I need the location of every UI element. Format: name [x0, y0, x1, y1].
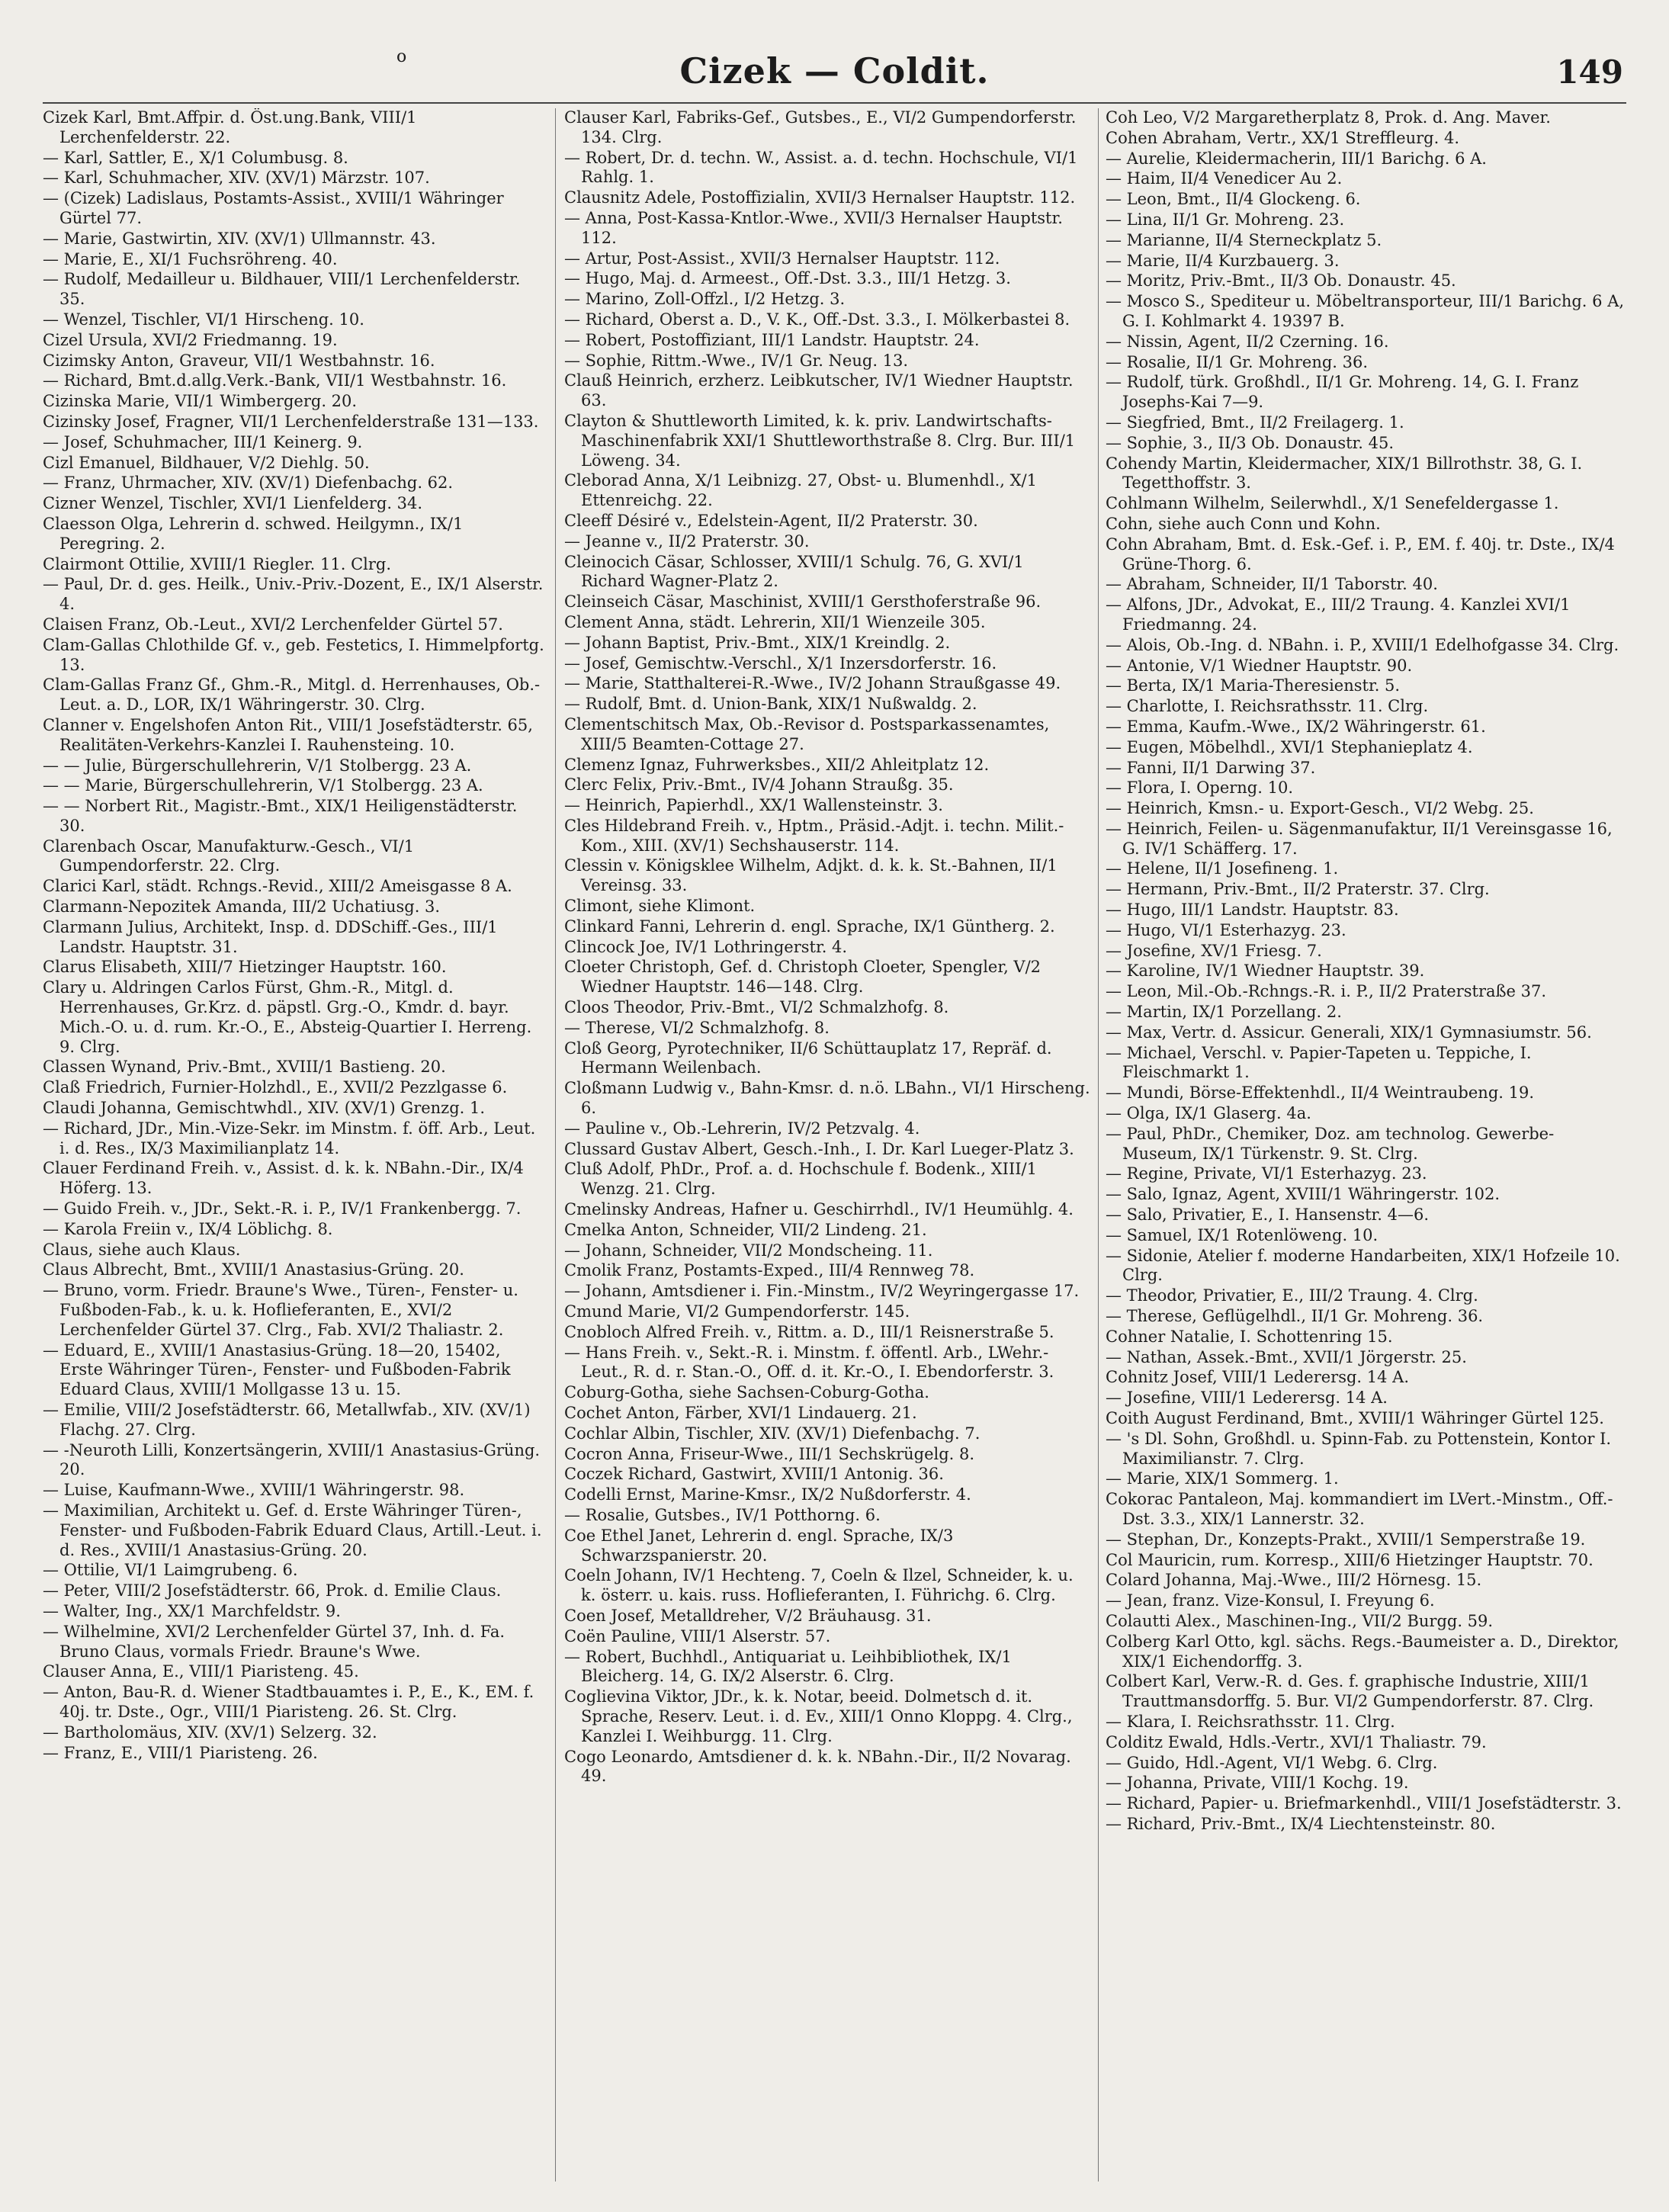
directory-entry: Cizinsky Josef, Fragner, VII/1 Lerchenfelderstraße 131—133. [43, 412, 539, 431]
directory-entry: — Johann, Amtsdiener i. Fin.-Minstm., IV/2 Weyringergasse 17. [564, 1282, 1080, 1301]
directory-entry: Clarici Karl, städt. Rchngs.-Revid., XIII/2 Ameisgasse 8 A. [43, 877, 512, 896]
directory-entry: Cohner Natalie, I. Schottenring 15. [1106, 1327, 1393, 1346]
directory-entry: — — Norbert Rit., Magistr.-Bmt., XIX/1 Heiligenstädterstr. 30. [43, 797, 518, 835]
page-number: 149 [1556, 53, 1623, 91]
directory-entry: Cizel Ursula, XVI/2 Friedmanng. 19. [43, 330, 338, 349]
directory-entry: Clerc Felix, Priv.-Bmt., IV/4 Johann Straußg. 35. [564, 775, 954, 795]
directory-entry: — Mundi, Börse-Effektenhdl., II/4 Weintraubeng. 19. [1106, 1084, 1535, 1103]
directory-entry: Clary u. Aldringen Carlos Fürst, Ghm.-R., Mitgl. d. Herrenhauses, Gr.Krz. d. päpstl. Grg.-O., Kmdr. d. bayr. Mich.-O. u. d. rum. Kr.-O., E., Absteig-Quartier I. Herreng. 9. Clrg. [43, 978, 532, 1056]
column-divider [555, 108, 556, 2182]
directory-entry: — Fanni, II/1 Darwing 37. [1106, 758, 1316, 777]
directory-entry: — Marino, Zoll-Offzl., I/2 Hetzg. 3. [564, 290, 846, 309]
directory-entry: Clincock Joe, IV/1 Lothringerstr. 4. [564, 937, 848, 956]
directory-entry: Coe Ethel Janet, Lehrerin d. engl. Sprache, IX/3 Schwarzspanierstr. 20. [564, 1526, 954, 1565]
directory-entry: Clam-Gallas Franz Gf., Ghm.-R., Mitgl. d. Herrenhauses, Ob.-Leut. a. D., LOR, IX/1 Währingerstr. 30. Clrg. [43, 676, 541, 714]
directory-entry: Clayton & Shuttleworth Limited, k. k. priv. Landwirtschafts-Maschinenfabrik XXI/1 Shuttleworthstraße 8. Clrg. Bur. III/1 Löweng. 34. [564, 411, 1076, 470]
directory-entry: — Paul, Dr. d. ges. Heilk., Univ.-Priv.-Dozent, E., IX/1 Alserstr. 4. [43, 575, 544, 614]
directory-entry: Clemenz Ignaz, Fuhrwerksbes., XII/2 Ahleitplatz 12. [564, 755, 990, 774]
directory-entry: — Nathan, Assek.-Bmt., XVII/1 Jörgerstr. 25. [1106, 1347, 1467, 1366]
directory-entry: — Marie, Statthalterei-R.-Wwe., IV/2 Johann Straußgasse 49. [564, 674, 1061, 693]
directory-entry: Coburg-Gotha, siehe Sachsen-Coburg-Gotha. [564, 1383, 929, 1402]
directory-entry: — Richard, Oberst a. D., V. K., Off.-Dst. 3.3., I. Mölkerbastei 8. [564, 310, 1070, 329]
directory-entry: — -Neuroth Lilli, Konzertsängerin, XVIII/1 Anastasius-Grüng. 20. [43, 1440, 541, 1479]
directory-entry: — Samuel, IX/1 Rotenlöweng. 10. [1106, 1225, 1379, 1244]
directory-entry: Cloß Georg, Pyrotechniker, II/6 Schüttauplatz 17, Repräf. d. Hermann Weilenbach. [564, 1039, 1052, 1077]
directory-entry: Cleinocich Cäsar, Schlosser, XVIII/1 Schulg. 76, G. XVI/1 Richard Wagner-Platz 2. [564, 552, 1024, 591]
directory-entry: Clauß Heinrich, erzherz. Leibkutscher, IV/1 Wiedner Hauptstr. 63. [564, 371, 1074, 410]
directory-entry: — Peter, VIII/2 Josefstädterstr. 66, Prok. d. Emilie Claus. [43, 1581, 502, 1600]
directory-entry: Clussard Gustav Albert, Gesch.-Inh., I. Dr. Karl Lueger-Platz 3. [564, 1139, 1074, 1158]
directory-entry: — (Cizek) Ladislaus, Postamts-Assist., XVIII/1 Währinger Gürtel 77. [43, 189, 504, 227]
directory-entry: — Michael, Verschl. v. Papier-Tapeten u. Teppiche, I. Fleischmarkt 1. [1106, 1043, 1532, 1082]
directory-entry: — Siegfried, Bmt., II/2 Freilagerg. 1. [1106, 413, 1404, 432]
directory-entry: — Klara, I. Reichsrathsstr. 11. Clrg. [1106, 1712, 1395, 1731]
directory-entry: Cleinseich Cäsar, Maschinist, XVIII/1 Gersthoferstraße 96. [564, 592, 1042, 612]
directory-entry: Climont, siehe Klimont. [564, 897, 756, 916]
directory-entry: Col Mauricin, rum. Korresp., XIII/6 Hietzinger Hauptstr. 70. [1106, 1550, 1594, 1569]
directory-entry: Coith August Ferdinand, Bmt., XVIII/1 Währinger Gürtel 125. [1106, 1409, 1604, 1427]
directory-entry: — Franz, E., VIII/1 Piaristeng. 26. [43, 1743, 318, 1762]
directory-entry: Coglievina Viktor, JDr., k. k. Notar, beeid. Dolmetsch d. it. Sprache, Reserv. Leut. i. d. Ev., XIII/1 Onno Kloppg. 4. Clrg., Kanzlei I. Weihburgg. 11. Clrg. [564, 1687, 1073, 1745]
directory-entry: Coczek Richard, Gastwirt, XVIII/1 Antonig. 36. [564, 1465, 944, 1484]
directory-entry: — Guido, Hdl.-Agent, VI/1 Webg. 6. Clrg. [1106, 1753, 1438, 1772]
directory-entry: Cohendy Martin, Kleidermacher, XIX/1 Billrothstr. 38, G. I. Tegetthoffstr. 3. [1106, 454, 1583, 493]
directory-entry: Cizinska Marie, VII/1 Wimbergerg. 20. [43, 392, 358, 411]
header-rule [43, 102, 1626, 104]
directory-entry: — Wenzel, Tischler, VI/1 Hirscheng. 10. [43, 310, 364, 329]
page-header [46, 47, 1623, 101]
directory-entry: Clinkard Fanni, Lehrerin d. engl. Sprache, IX/1 Güntherg. 2. [564, 917, 1055, 936]
directory-entry: — Johanna, Private, VIII/1 Kochg. 19. [1106, 1774, 1409, 1793]
directory-entry: — Pauline v., Ob.-Lehrerin, IV/2 Petzvalg. 4. [564, 1119, 920, 1138]
directory-entry: — Artur, Post-Assist., XVII/3 Hernalser Hauptstr. 112. [564, 249, 1000, 268]
column-2 [564, 108, 1090, 2182]
directory-entry: Clairmont Ottilie, XVIII/1 Riegler. 11. Clrg. [43, 554, 392, 573]
directory-entry: Claesson Olga, Lehrerin d. schwed. Heilgymn., IX/1 Peregring. 2. [43, 514, 464, 553]
directory-entry: Cles Hildebrand Freih. v., Hptm., Präsid.-Adjt. i. techn. Milit.-Kom., XIII. (XV/1) Sechshauserstr. 114. [564, 816, 1064, 855]
directory-entry: — Hugo, III/1 Landstr. Hauptstr. 83. [1106, 901, 1399, 920]
directory-entry: — Franz, Uhrmacher, XIV. (XV/1) Diefenbachg. 62. [43, 474, 454, 493]
directory-entry: — Heinrich, Papierhdl., XX/1 Wallensteinstr. 3. [564, 796, 943, 815]
directory-entry: Colberg Karl Otto, kgl. sächs. Regs.-Baumeister a. D., Direktor, XIX/1 Eichendorffg. 3. [1106, 1632, 1619, 1671]
directory-entry: Cizimsky Anton, Graveur, VII/1 Westbahnstr. 16. [43, 351, 435, 370]
directory-entry: Cizl Emanuel, Bildhauer, V/2 Diehlg. 50. [43, 453, 370, 472]
directory-entry: — Hermann, Priv.-Bmt., II/2 Praterstr. 37. Clrg. [1106, 880, 1490, 899]
directory-entry: Colard Johanna, Maj.-Wwe., III/2 Hörnesg. 15. [1106, 1571, 1482, 1590]
directory-entry: — Karl, Schuhmacher, XIV. (XV/1) Märzstr. 107. [43, 169, 430, 188]
directory-entry: — Alois, Ob.-Ing. d. NBahn. i. P., XVIII/1 Edelhofgasse 34. Clrg. [1106, 635, 1619, 654]
directory-entry: — Josefine, XV/1 Friesg. 7. [1106, 941, 1322, 960]
directory-entry: — Flora, I. Operng. 10. [1106, 779, 1294, 798]
directory-entry: — Berta, IX/1 Maria-Theresienstr. 5. [1106, 676, 1401, 695]
directory-entry: Clam-Gallas Chlothilde Gf. v., geb. Festetics, I. Himmelpfortg. 13. [43, 635, 544, 674]
directory-entry: Clauser Karl, Fabriks-Gef., Gutsbes., E., VI/2 Gumpendorferstr. 134. Clrg. [564, 108, 1077, 146]
directory-entry: Cohlmann Wilhelm, Seilerwhdl., X/1 Senefeldergasse 1. [1106, 494, 1559, 513]
directory-entry: — Johann Baptist, Priv.-Bmt., XIX/1 Kreindlg. 2. [564, 633, 951, 652]
directory-entry: — Emilie, VIII/2 Josefstädterstr. 66, Metallwfab., XIV. (XV/1) Flachg. 27. Clrg. [43, 1401, 531, 1439]
directory-entry: Colbert Karl, Verw.-R. d. Ges. f. graphische Industrie, XIII/1 Trauttmansdorffg. 5. Bur. VI/2 Gumpendorferstr. 87. Clrg. [1106, 1672, 1594, 1711]
directory-entry: — Leon, Mil.-Ob.-Rchngs.-R. i. P., II/2 Praterstraße 37. [1106, 982, 1547, 1001]
directory-entry: Codelli Ernst, Marine-Kmsr., IX/2 Nußdorferstr. 4. [564, 1485, 971, 1504]
directory-entry: — Leon, Bmt., II/4 Glockeng. 6. [1106, 190, 1361, 209]
directory-entry: — Eugen, Möbelhdl., XVI/1 Stephanieplatz 4. [1106, 737, 1473, 756]
directory-entry: — Luise, Kaufmann-Wwe., XVIII/1 Währingerstr. 98. [43, 1481, 465, 1500]
directory-entry: — Robert, Buchhdl., Antiquariat u. Leihbibliothek, IX/1 Bleicherg. 14, G. IX/2 Alserstr. 6. Clrg. [564, 1647, 1012, 1686]
directory-entry: Cohn Abraham, Bmt. d. Esk.-Gef. i. P., EM. f. 40j. tr. Dste., IX/4 Grüne-Thorg. 6. [1106, 535, 1615, 573]
directory-entry: — Abraham, Schneider, II/1 Taborstr. 40. [1106, 575, 1438, 594]
directory-entry: — Bartholomäus, XIV. (XV/1) Selzerg. 32. [43, 1722, 377, 1742]
directory-entry: — Jeanne v., II/2 Praterstr. 30. [564, 531, 810, 551]
directory-entry: — 's Dl. Sohn, Großhdl. u. Spinn-Fab. zu Pottenstein, Kontor I. Maximilianstr. 7. Clrg. [1106, 1429, 1612, 1468]
directory-entry: — Johann, Schneider, VII/2 Mondscheing. 11. [564, 1241, 933, 1260]
directory-entry: — Paul, PhDr., Chemiker, Doz. am technolog. Gewerbe-Museum, IX/1 Türkenstr. 9. St. Clrg. [1106, 1124, 1555, 1163]
directory-entry: — Sophie, Rittm.-Wwe., IV/1 Gr. Neug. 13. [564, 351, 909, 370]
directory-entry: — — Marie, Bürgerschullehrerin, V/1 Stolbergg. 23 A. [43, 776, 483, 795]
directory-entry: — Rudolf, Medailleur u. Bildhauer, VIII/1 Lerchenfelderstr. 35. [43, 270, 521, 309]
directory-entry: Cloßmann Ludwig v., Bahn-Kmsr. d. n.ö. LBahn., VI/1 Hirscheng. 6. [564, 1079, 1090, 1118]
directory-entry: — Rudolf, Bmt. d. Union-Bank, XIX/1 Nußwaldg. 2. [564, 695, 977, 714]
column-1 [43, 108, 547, 2182]
running-head: Cizek — Coldit. [679, 50, 990, 91]
directory-entry: Cmelka Anton, Schneider, VII/2 Lindeng. 21. [564, 1220, 927, 1239]
directory-entry: — Therese, VI/2 Schmalzhofg. 8. [564, 1018, 830, 1037]
directory-entry: — Josef, Gemischtw.-Verschl., X/1 Inzersdorferstr. 16. [564, 653, 997, 673]
directory-entry: Colditz Ewald, Hdls.-Vertr., XVI/1 Thaliastr. 79. [1106, 1732, 1487, 1751]
directory-entry: — Rosalie, Gutsbes., IV/1 Potthorng. 6. [564, 1505, 881, 1524]
directory-entry: Coeln Johann, IV/1 Hechteng. 7, Coeln & Ilzel, Schneider, k. u. k. österr. u. kais. russ. Hoflieferanten, I. Führichg. 6. Clrg. [564, 1566, 1074, 1605]
directory-entry: — Richard, Priv.-Bmt., IX/4 Liechtensteinstr. 80. [1106, 1814, 1496, 1833]
directory-entry: — Antonie, V/1 Wiedner Hauptstr. 90. [1106, 656, 1413, 675]
directory-entry: Cloos Theodor, Priv.-Bmt., VI/2 Schmalzhofg. 8. [564, 998, 949, 1017]
directory-entry: Clarmann-Nepozitek Amanda, III/2 Uchatiusg. 3. [43, 897, 441, 917]
printer-mark: o [396, 47, 407, 66]
directory-entry: — Regine, Private, VI/1 Esterhazyg. 23. [1106, 1164, 1427, 1183]
directory-entry: Clarenbach Oscar, Manufakturw.-Gesch., VI/1 Gumpendorferstr. 22. Clrg. [43, 836, 415, 875]
directory-entry: — Robert, Dr. d. techn. W., Assist. a. d. techn. Hochschule, VI/1 Rahlg. 1. [564, 148, 1078, 187]
directory-entry: — Richard, JDr., Min.-Vize-Sekr. im Minstm. f. öff. Arb., Leut. i. d. Res., IX/3 Maximilianplatz 14. [43, 1119, 536, 1157]
directory-entry: — Richard, Bmt.d.allg.Verk.-Bank, VII/1 Westbahnstr. 16. [43, 371, 507, 390]
columns [43, 108, 1626, 2182]
directory-entry: — Karoline, IV/1 Wiedner Hauptstr. 39. [1106, 962, 1425, 981]
column-divider [1098, 108, 1099, 2182]
directory-entry: Coh Leo, V/2 Margaretherplatz 8, Prok. d. Ang. Maver. [1106, 108, 1551, 127]
directory-entry: Cleborad Anna, X/1 Leibnizg. 27, Obst- u. Blumenhdl., X/1 Ettenreichg. 22. [564, 471, 1037, 510]
directory-entry: Cohn, siehe auch Conn und Kohn. [1106, 514, 1381, 533]
directory-entry: — Nissin, Agent, II/2 Czerning. 16. [1106, 332, 1389, 351]
directory-entry: — Moritz, Priv.-Bmt., II/3 Ob. Donaustr. 45. [1106, 271, 1456, 291]
directory-entry: — Eduard, E., XVIII/1 Anastasius-Grüng. 18—20, 15402, Erste Währinger Türen-, Fenster- und Fußboden-Fabrik Eduard Claus, XVIII/1 Mollgasse 13 u. 15. [43, 1340, 511, 1399]
directory-entry: Claus Albrecht, Bmt., XVIII/1 Anastasius-Grüng. 20. [43, 1260, 464, 1279]
directory-entry: — Marie, XIX/1 Sommerg. 1. [1106, 1469, 1339, 1488]
directory-entry: — Lina, II/1 Gr. Mohreng. 23. [1106, 210, 1345, 229]
directory-entry: — Anton, Bau-R. d. Wiener Stadtbauamtes i. P., E., K., EM. f. 40j. tr. Dste., Ogr., VIII/1 Piaristeng. 26. St. Clrg. [43, 1683, 534, 1721]
directory-entry: Clementschitsch Max, Ob.-Revisor d. Postsparkassenamtes, XIII/5 Beamten-Cottage 27. [564, 714, 1050, 753]
directory-entry: Coën Pauline, VIII/1 Alserstr. 57. [564, 1626, 831, 1645]
directory-entry: Clarmann Julius, Architekt, Insp. d. DDSchiff.-Ges., III/1 Landstr. Hauptstr. 31. [43, 917, 498, 956]
directory-entry: Claus, siehe auch Klaus. [43, 1240, 241, 1259]
directory-entry: Cochlar Albin, Tischler, XIV. (XV/1) Diefenbachg. 7. [564, 1424, 981, 1443]
directory-entry: — — Julie, Bürgerschullehrerin, V/1 Stolbergg. 23 A. [43, 756, 472, 775]
directory-entry: Claudi Johanna, Gemischtwhdl., XIV. (XV/1) Grenzg. 1. [43, 1099, 486, 1118]
directory-entry: Colautti Alex., Maschinen-Ing., VII/2 Burgg. 59. [1106, 1611, 1494, 1630]
directory-entry: — Josefine, VIII/1 Lederersg. 14 A. [1106, 1389, 1388, 1408]
directory-entry: — Martin, IX/1 Porzellang. 2. [1106, 1003, 1342, 1022]
directory-entry: Cochet Anton, Färber, XVI/1 Lindauerg. 21. [564, 1404, 917, 1422]
directory-entry: — Ottilie, VI/1 Laimgrubeng. 6. [43, 1561, 298, 1580]
directory-entry: — Karl, Sattler, E., X/1 Columbusg. 8. [43, 148, 348, 167]
directory-entry: Coen Josef, Metalldreher, V/2 Bräuhausg. 31. [564, 1606, 932, 1625]
directory-entry: Claß Friedrich, Furnier-Holzhdl., E., XVII/2 Pezzlgasse 6. [43, 1078, 508, 1097]
directory-entry: — Helene, II/1 Josefineng. 1. [1106, 859, 1339, 878]
directory-entry: — Aurelie, Kleidermacherin, III/1 Barichg. 6 A. [1106, 149, 1487, 168]
directory-entry: Clessin v. Königsklee Wilhelm, Adjkt. d. k. k. St.-Bahnen, II/1 Vereinsg. 33. [564, 856, 1058, 895]
directory-entry: Cluß Adolf, PhDr., Prof. a. d. Hochschule f. Bodenk., XIII/1 Wenzg. 21. Clrg. [564, 1160, 1037, 1199]
directory-entry: — Max, Vertr. d. Assicur. Generali, XIX/1 Gymnasiumstr. 56. [1106, 1023, 1592, 1042]
directory-entry: — Salo, Privatier, E., I. Hansenstr. 4—6. [1106, 1206, 1430, 1225]
directory-entry: — Marie, II/4 Kurzbauerg. 3. [1106, 251, 1340, 270]
directory-entry: — Hugo, VI/1 Esterhazyg. 23. [1106, 920, 1346, 939]
directory-entry: — Richard, Papier- u. Briefmarkenhdl., VIII/1 Josefstädterstr. 3. [1106, 1794, 1622, 1813]
directory-entry: — Josef, Schuhmacher, III/1 Keinerg. 9. [43, 432, 363, 451]
directory-entry: Cmund Marie, VI/2 Gumpendorferstr. 145. [564, 1302, 910, 1321]
directory-entry: — Marianne, II/4 Sterneckplatz 5. [1106, 230, 1382, 249]
directory-entry: — Alfons, JDr., Advokat, E., III/2 Traung. 4. Kanzlei XVI/1 Friedmanng. 24. [1106, 596, 1571, 634]
directory-entry: — Sophie, 3., II/3 Ob. Donaustr. 45. [1106, 433, 1395, 452]
directory-entry: — Karola Freiin v., IX/4 Löblichg. 8. [43, 1219, 333, 1238]
directory-entry: Cloeter Christoph, Gef. d. Christoph Cloeter, Spengler, V/2 Wiedner Hauptstr. 146—148. Clrg. [564, 958, 1042, 997]
column-3 [1106, 108, 1626, 2182]
directory-entry: Clarus Elisabeth, XIII/7 Hietzinger Hauptstr. 160. [43, 958, 447, 977]
directory-entry: — Haim, II/4 Venedicer Au 2. [1106, 169, 1343, 188]
directory-entry: — Hans Freih. v., Sekt.-R. i. Minstm. f. öffentl. Arb., LWehr.-Leut., R. d. r. Stan.-O., Off. d. it. Kr.-O., I. Ebendorferstr. 3. [564, 1343, 1054, 1382]
directory-entry: Clanner v. Engelshofen Anton Rit., VIII/1 Josefstädterstr. 65, Realitäten-Verkehrs-Kanzlei I. Rauhensteing. 10. [43, 715, 533, 754]
directory-entry: Cohnitz Josef, VIII/1 Lederersg. 14 A. [1106, 1368, 1410, 1387]
directory-entry: Cogo Leonardo, Amtsdiener d. k. k. NBahn.-Dir., II/2 Novarag. 49. [564, 1747, 1071, 1786]
directory-entry: — Heinrich, Feilen- u. Sägenmanufaktur, II/1 Vereinsgasse 16, G. IV/1 Schäfferg. 17. [1106, 819, 1613, 858]
directory-entry: Cleeff Désiré v., Edelstein-Agent, II/2 Praterstr. 30. [564, 511, 978, 530]
directory-entry: — Guido Freih. v., JDr., Sekt.-R. i. P., IV/1 Frankenbergg. 7. [43, 1199, 522, 1218]
directory-entry: Claisen Franz, Ob.-Leut., XVI/2 Lerchenfelder Gürtel 57. [43, 615, 503, 634]
directory-entry: Clement Anna, städt. Lehrerin, XII/1 Wienzeile 305. [564, 612, 986, 631]
directory-entry: Cocron Anna, Friseur-Wwe., III/1 Sechskrügelg. 8. [564, 1444, 975, 1463]
directory-entry: Cizek Karl, Bmt.Affpir. d. Öst.ung.Bank, VIII/1 Lerchenfelderstr. 22. [43, 108, 417, 146]
directory-entry: — Wilhelmine, XVI/2 Lerchenfelder Gürtel 37, Inh. d. Fa. Bruno Claus, vormals Friedr. Braune's Wwe. [43, 1622, 506, 1661]
directory-entry: — Theodor, Privatier, E., III/2 Traung. 4. Clrg. [1106, 1286, 1478, 1305]
directory-entry: Cokorac Pantaleon, Maj. kommandiert im LVert.-Minstm., Off.-Dst. 3.3., XIX/1 Lannerstr. 32. [1106, 1490, 1613, 1528]
directory-entry: — Hugo, Maj. d. Armeest., Off.-Dst. 3.3., III/1 Hetzg. 3. [564, 269, 1011, 288]
directory-entry: Clausnitz Adele, Postoffizialin, XVII/3 Hernalser Hauptstr. 112. [564, 188, 1076, 207]
directory-entry: Clauser Anna, E., VIII/1 Piaristeng. 45. [43, 1662, 359, 1681]
directory-entry: — Emma, Kaufm.-Wwe., IX/2 Währingerstr. 61. [1106, 717, 1486, 736]
directory-entry: Cizner Wenzel, Tischler, XVI/1 Lienfelderg. 34. [43, 494, 423, 513]
directory-entry: — Rosalie, II/1 Gr. Mohreng. 36. [1106, 352, 1369, 371]
directory-entry: — Mosco S., Spediteur u. Möbeltransporteur, III/1 Barichg. 6 A, G. I. Kohlmarkt 4. 19397 B. [1106, 292, 1625, 330]
directory-entry: — Bruno, vorm. Friedr. Braune's Wwe., Türen-, Fenster- u. Fußboden-Fab., k. u. k. Hoflieferanten, E., XVI/2 Lerchenfelder Gürtel 37. Clrg., Fab. XVI/2 Thaliastr. 2. [43, 1281, 518, 1339]
directory-entry: Cmelinsky Andreas, Hafner u. Geschirrhdl., IV/1 Heumühlg. 4. [564, 1200, 1074, 1219]
directory-entry: — Salo, Ignaz, Agent, XVIII/1 Währingerstr. 102. [1106, 1185, 1500, 1204]
directory-entry: Cohen Abraham, Vertr., XX/1 Streffleurg. 4. [1106, 128, 1459, 147]
directory-entry: — Anna, Post-Kassa-Kntlor.-Wwe., XVII/3 Hernalser Hauptstr. 112. [564, 208, 1063, 247]
directory-entry: — Marie, Gastwirtin, XIV. (XV/1) Ullmannstr. 43. [43, 229, 436, 248]
directory-entry: Classen Wynand, Priv.-Bmt., XVIII/1 Bastieng. 20. [43, 1058, 446, 1077]
directory-entry: — Therese, Geflügelhdl., II/1 Gr. Mohreng. 36. [1106, 1307, 1484, 1326]
directory-entry: — Jean, franz. Vize-Konsul, I. Freyung 6. [1106, 1591, 1435, 1610]
directory-entry: Cmolik Franz, Postamts-Exped., III/4 Rennweg 78. [564, 1261, 975, 1280]
directory-entry: — Rudolf, türk. Großhdl., II/1 Gr. Mohreng. 14, G. I. Franz Josephs-Kai 7—9. [1106, 373, 1579, 412]
directory-entry: — Sidonie, Atelier f. moderne Handarbeiten, XIX/1 Hofzeile 10. Clrg. [1106, 1246, 1620, 1285]
directory-entry: — Maximilian, Architekt u. Gef. d. Erste Währinger Türen-, Fenster- und Fußboden-Fabrik Eduard Claus, Artill.-Leut. i. d. Res., XVIII/1 Anastasius-Grüng. 20. [43, 1501, 542, 1559]
directory-entry: Cnobloch Alfred Freih. v., Rittm. a. D., III/1 Reisnerstraße 5. [564, 1322, 1054, 1341]
directory-entry: Clauer Ferdinand Freih. v., Assist. d. k. k. NBahn.-Dir., IX/4 Höferg. 13. [43, 1159, 524, 1198]
directory-entry: — Marie, E., XI/1 Fuchsröhreng. 40. [43, 249, 338, 268]
directory-entry: — Robert, Postoffiziant, III/1 Landstr. Hauptstr. 24. [564, 330, 980, 349]
directory-entry: — Olga, IX/1 Glaserg. 4a. [1106, 1104, 1311, 1123]
directory-entry: — Heinrich, Kmsn.- u. Export-Gesch., VI/2 Webg. 25. [1106, 799, 1534, 818]
directory-entry: — Stephan, Dr., Konzepts-Prakt., XVIII/1 Semperstraße 19. [1106, 1530, 1586, 1549]
directory-entry: — Walter, Ing., XX/1 Marchfeldstr. 9. [43, 1601, 341, 1620]
directory-entry: — Charlotte, I. Reichsrathsstr. 11. Clrg. [1106, 697, 1429, 716]
